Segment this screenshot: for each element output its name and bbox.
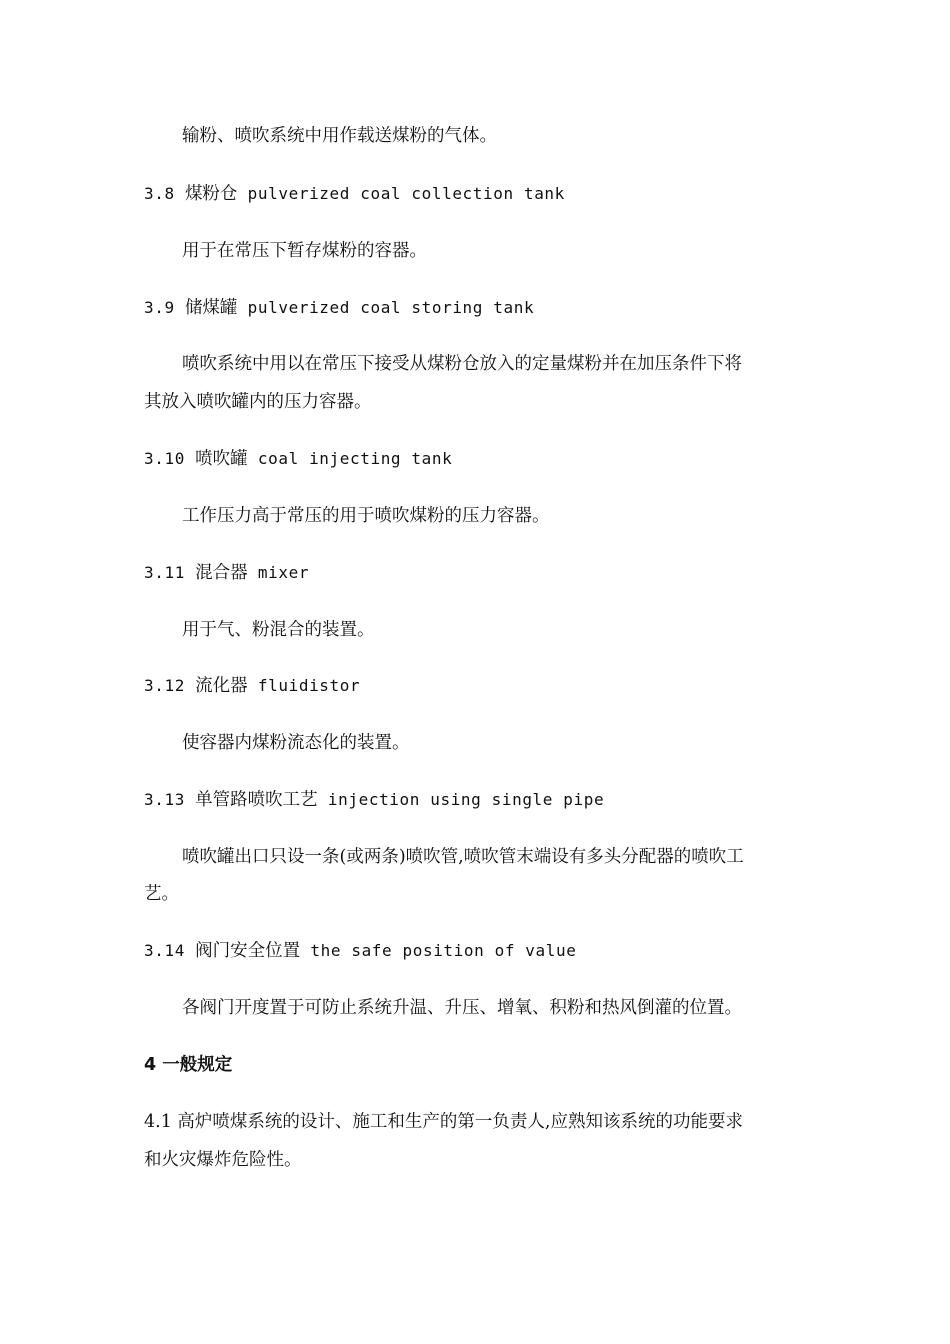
definition-3-12: 使容器内煤粉流态化的装置。 [182, 733, 410, 753]
term-english: coal injecting tank [257, 449, 453, 468]
definition-3-13-line-1: 喷吹罐出口只设一条(或两条)喷吹管,喷吹管末端设有多头分配器的喷吹工 [182, 847, 744, 867]
term-chinese: 喷吹罐 [195, 449, 248, 469]
term-english: fluidistor [257, 676, 361, 695]
term-chinese: 储煤罐 [184, 298, 238, 318]
term-chinese: 混合器 [195, 563, 248, 583]
definition-3-9-line-2: 其放入喷吹罐内的压力容器。 [144, 392, 372, 412]
term-english: pulverized coal storing tank [247, 298, 535, 317]
term-3-12 [144, 674, 360, 698]
definition-3-8: 用于在常压下暂存煤粉的容器。 [182, 241, 427, 261]
paragraph-4-1-line-1: 4.1 高炉喷煤系统的设计、施工和生产的第一负责人,应熟知该系统的功能要求 [144, 1112, 743, 1132]
term-english: pulverized coal collection tank [247, 184, 565, 203]
definition-3-14: 各阀门开度置于可防止系统升温、升压、增氧、积粉和热风倒灌的位置。 [182, 998, 742, 1018]
definition-3-9-line-1: 喷吹系统中用以在常压下接受从煤粉仓放入的定量煤粉并在加压条件下将 [182, 354, 742, 374]
definition-3-11: 用于气、粉混合的装置。 [182, 620, 375, 640]
paragraph-4-1-line-2: 和火灾爆炸危险性。 [144, 1150, 302, 1170]
term-3-13 [144, 788, 604, 812]
term-chinese: 单管路喷吹工艺 [195, 790, 318, 810]
term-number: 3.11 [144, 563, 185, 582]
section-heading-4: 4 一般规定 [144, 1055, 233, 1075]
term-3-8 [144, 182, 565, 206]
term-chinese: 流化器 [195, 676, 248, 696]
term-number: 3.13 [144, 790, 185, 809]
term-number: 3.10 [144, 449, 185, 468]
term-chinese: 煤粉仓 [184, 184, 238, 204]
term-number: 3.12 [144, 676, 185, 695]
term-number: 3.8 [144, 184, 175, 203]
term-3-11 [144, 561, 309, 585]
paragraph-carrier-gas-definition: 输粉、喷吹系统中用作载送煤粉的气体。 [182, 126, 497, 146]
term-english: injection using single pipe [327, 790, 605, 809]
definition-3-10: 工作压力高于常压的用于喷吹煤粉的压力容器。 [182, 506, 550, 526]
term-english: mixer [257, 563, 310, 582]
definition-3-13-line-2: 艺。 [144, 884, 179, 904]
term-3-14 [144, 939, 576, 963]
term-english: the safe position of value [310, 941, 577, 960]
term-3-9 [144, 296, 534, 320]
term-number: 3.14 [144, 941, 185, 960]
term-chinese: 阀门安全位置 [195, 941, 301, 961]
term-number: 3.9 [144, 298, 175, 317]
term-3-10 [144, 447, 452, 471]
